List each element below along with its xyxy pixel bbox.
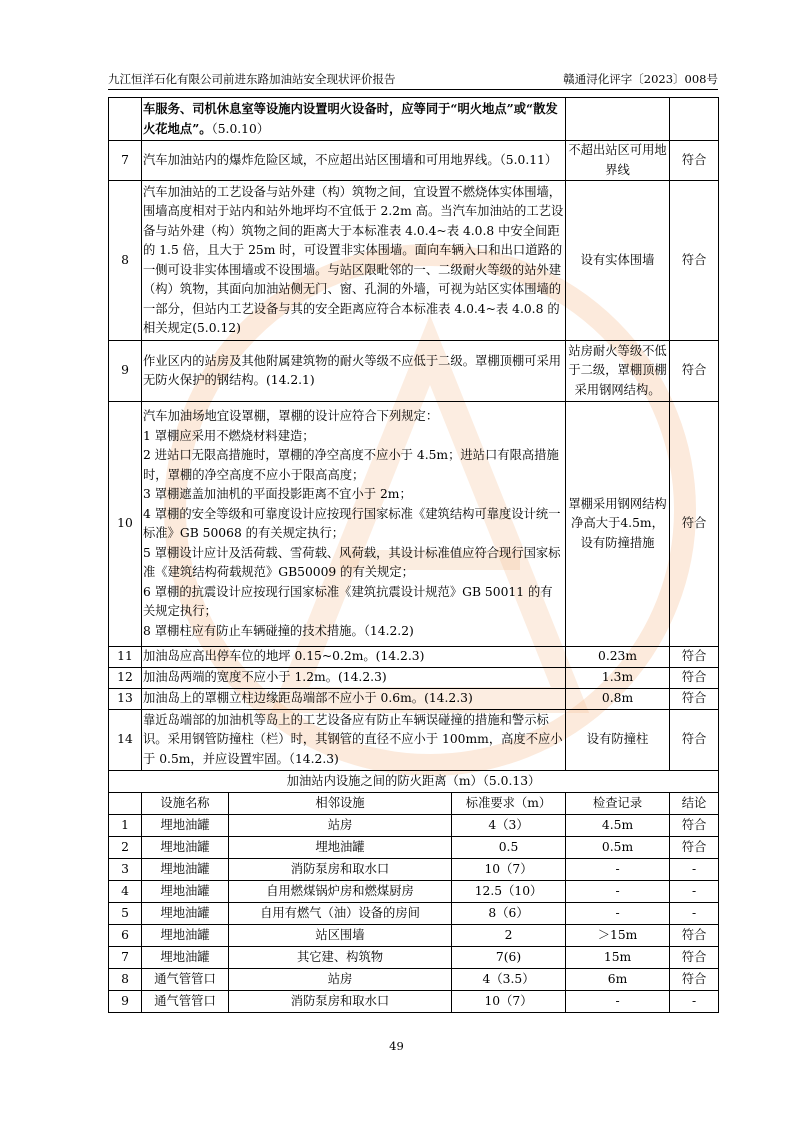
conclusion: 符合: [670, 402, 719, 647]
conclusion: 符合: [670, 141, 719, 181]
distance-table-title: 加油站内设施之间的防火距离（m）（5.0.13）: [109, 771, 719, 793]
adjacent-facility: 站区围墙: [229, 925, 452, 947]
requirement-cell: 汽车加油站内的爆炸危险区域，不应超出站区围墙和可用地界线。（5.0.11）: [142, 141, 566, 181]
table-row: [109, 98, 719, 141]
check-record: -: [566, 859, 670, 881]
table-row: [109, 689, 719, 710]
check-record: -: [566, 991, 670, 1013]
row-number: 7: [109, 141, 142, 181]
standard-distance: 0.5: [452, 837, 566, 859]
row-number: 3: [109, 859, 142, 881]
table-row: [109, 668, 719, 689]
conclusion: 符合: [670, 969, 719, 991]
row-number: 4: [109, 881, 142, 903]
requirement-line: 3 罩棚遮盖加油机的平面投影距离不宜小于 2m；: [143, 487, 412, 501]
conclusion: 符合: [670, 341, 719, 402]
header-blank: [109, 793, 142, 815]
check-record: -: [566, 903, 670, 925]
distance-row: [109, 969, 719, 991]
header-report-number: 赣通浔化评字〔2023〕008号: [563, 72, 718, 86]
page-header: [108, 71, 718, 88]
table-row: [109, 141, 719, 181]
standard-distance: 10（7）: [452, 859, 566, 881]
standard-distance: 2: [452, 925, 566, 947]
row-number: [109, 98, 142, 141]
distance-table-header: [109, 793, 719, 815]
requirement-line: 5 罩棚设计应计及活荷载、雪荷载、风荷载，其设计标准值应符合现行国家标准《建筑结构荷载规范》GB50009 的有关规定；: [143, 545, 561, 579]
facility: 埋地油罐: [142, 815, 229, 837]
check-record: 15m: [566, 947, 670, 969]
header-standard: 标准要求（m）: [452, 793, 566, 815]
table-row: [109, 341, 719, 402]
standard-distance: 4（3）: [452, 815, 566, 837]
requirement-line: 汽车加油场地宜设罩棚，罩棚的设计应符合下列规定：: [143, 409, 439, 423]
conclusion: -: [670, 991, 719, 1013]
row-number: 13: [109, 689, 142, 710]
header-record: 检查记录: [566, 793, 670, 815]
check-record: -: [566, 881, 670, 903]
requirement-cell: [142, 402, 566, 647]
distance-table-title-row: [109, 771, 719, 793]
facility: 埋地油罐: [142, 903, 229, 925]
adjacent-facility: 其它建、构筑物: [229, 947, 452, 969]
conclusion: 符合: [670, 689, 719, 710]
standard-distance: 4（3.5）: [452, 969, 566, 991]
check-result: 不超出站区可用地界线: [566, 141, 670, 181]
distance-row: [109, 947, 719, 969]
facility: 通气管管口: [142, 969, 229, 991]
check-result: 罩棚采用钢网结构净高大于4.5m，设有防撞措施: [566, 402, 670, 647]
check-record: 4.5m: [566, 815, 670, 837]
standard-distance: 12.5（10）: [452, 881, 566, 903]
row-number: 5: [109, 903, 142, 925]
row-number: 2: [109, 837, 142, 859]
header-divider: [108, 89, 718, 90]
requirement-cell: 靠近岛端部的加油机等岛上的工艺设备应有防止车辆误碰撞的措施和警示标识。采用钢管防撞柱（栏）时，其钢管的直径不应小于 100mm，高度不应小于 0.5m，并应设置牢固。（14.2.3): [142, 710, 566, 771]
row-number: 8: [109, 181, 142, 341]
check-record: 0.5m: [566, 837, 670, 859]
adjacent-facility: 站房: [229, 969, 452, 991]
distance-row: [109, 837, 719, 859]
conclusion: 符合: [670, 815, 719, 837]
facility: 埋地油罐: [142, 881, 229, 903]
header-facility: 设施名称: [142, 793, 229, 815]
check-result: 设有防撞柱: [566, 710, 670, 771]
facility: 埋地油罐: [142, 925, 229, 947]
facility: 埋地油罐: [142, 947, 229, 969]
table-row: [109, 710, 719, 771]
row-number: 9: [109, 341, 142, 402]
check-record: ＞15m: [566, 925, 670, 947]
row-number: 8: [109, 969, 142, 991]
facility: 埋地油罐: [142, 837, 229, 859]
distance-row: [109, 815, 719, 837]
header-conclusion: 结论: [670, 793, 719, 815]
check-record: 6m: [566, 969, 670, 991]
header-report-title: 九江恒洋石化有限公司前进东路加油站安全现状评价报告: [108, 72, 396, 86]
conclusion: 符合: [670, 947, 719, 969]
facility: 通气管管口: [142, 991, 229, 1013]
requirement-cell: 加油岛应高出停车位的地坪 0.15~0.2m。(14.2.3): [142, 647, 566, 668]
distance-row: [109, 881, 719, 903]
check-result: [566, 98, 670, 141]
row-number: 11: [109, 647, 142, 668]
standard-distance: 7(6): [452, 947, 566, 969]
adjacent-facility: 埋地油罐: [229, 837, 452, 859]
requirement-line: 1 罩棚应采用不燃烧材料建造；: [143, 428, 315, 443]
check-result: 0.23m: [566, 647, 670, 668]
standard-distance: 8（6）: [452, 903, 566, 925]
facility: 埋地油罐: [142, 859, 229, 881]
distance-row: [109, 991, 719, 1013]
standard-distance: 10（7）: [452, 991, 566, 1013]
row-number: 7: [109, 947, 142, 969]
requirement-cell: 车服务、司机休息室等设施内设置明火设备时，应等同于“明火地点”或“散发火花地点”。（5.0.10）: [142, 98, 566, 141]
requirement-cell: 加油岛上的罩棚立柱边缘距岛端部不应小于 0.6m。(14.2.3): [142, 689, 566, 710]
row-number: 1: [109, 815, 142, 837]
conclusion: 符合: [670, 710, 719, 771]
requirement-cell: 汽车加油站的工艺设备与站外建（构）筑物之间，宜设置不燃烧体实体围墙，围墙高度相对于站内和站外地坪均不宜低于 2.2m 高。当汽车加油站的工艺设备与站外建（构）筑物之间的距离大于本标准表 4.0.4~表 4.0.8 中安全间距的 1.5 倍，且大于 25m 时，可设置非实体围墙。面向车辆入口和出口道路的一侧可设非实体围墙或不设围墙。与站区限毗邻的一、二级耐火等级的站外建（构）筑物，其面向加油站侧无门、窗、孔洞的外墙，可视为站区实体围墙的一部分，但站内工艺设备与其的安全距离应符合本标准表 4.0.4~表 4.0.8 的相关规定(5.0.12): [142, 181, 566, 341]
distance-row: [109, 925, 719, 947]
checklist-table: [108, 97, 719, 1013]
conclusion: -: [670, 859, 719, 881]
check-result: 0.8m: [566, 689, 670, 710]
requirement-line: 8 罩棚柱应有防止车辆碰撞的技术措施。（14.2.2): [143, 623, 414, 638]
conclusion: 符合: [670, 181, 719, 341]
adjacent-facility: 消防泵房和取水口: [229, 859, 452, 881]
row-number: 9: [109, 991, 142, 1013]
distance-row: [109, 903, 719, 925]
check-result: 1.3m: [566, 668, 670, 689]
requirement-cell: 加油岛两端的宽度不应小于 1.2m。(14.2.3): [142, 668, 566, 689]
conclusion: [670, 98, 719, 141]
row-number: 10: [109, 402, 142, 647]
requirement-line: 4 罩棚的安全等级和可靠度设计应按现行国家标准《建筑结构可靠度设计统一标准》GB 50068 的有关规定执行；: [143, 506, 561, 540]
table-row: [109, 181, 719, 341]
header-adjacent: 相邻设施: [229, 793, 452, 815]
conclusion: -: [670, 881, 719, 903]
row-number: 12: [109, 668, 142, 689]
requirement-cell: 作业区内的站房及其他附属建筑物的耐火等级不应低于二级。罩棚顶棚可采用无防火保护的钢结构。(14.2.1): [142, 341, 566, 402]
conclusion: 符合: [670, 668, 719, 689]
adjacent-facility: 自用燃煤锅炉房和燃煤厨房: [229, 881, 452, 903]
adjacent-facility: 消防泵房和取水口: [229, 991, 452, 1013]
row-number: 14: [109, 710, 142, 771]
conclusion: 符合: [670, 925, 719, 947]
check-result: 站房耐火等级不低于二级，罩棚顶棚采用钢网结构。: [566, 341, 670, 402]
adjacent-facility: 自用有燃气（油）设备的房间: [229, 903, 452, 925]
conclusion: -: [670, 903, 719, 925]
conclusion: 符合: [670, 647, 719, 668]
table-row: [109, 402, 719, 647]
distance-row: [109, 859, 719, 881]
check-result: 设有实体围墙: [566, 181, 670, 341]
requirement-line: 2 进站口无限高措施时，罩棚的净空高度不应小于 4.5m；进站口有限高措施时，罩棚的净空高度不应小于限高高度；: [143, 448, 559, 482]
page-number: 49: [389, 1039, 404, 1053]
adjacent-facility: 站房: [229, 815, 452, 837]
conclusion: 符合: [670, 837, 719, 859]
table-row: [109, 647, 719, 668]
row-number: 6: [109, 925, 142, 947]
requirement-line: 6 罩棚的抗震设计应按现行国家标准《建筑抗震设计规范》GB 50011 的有关规定执行；: [143, 584, 553, 618]
